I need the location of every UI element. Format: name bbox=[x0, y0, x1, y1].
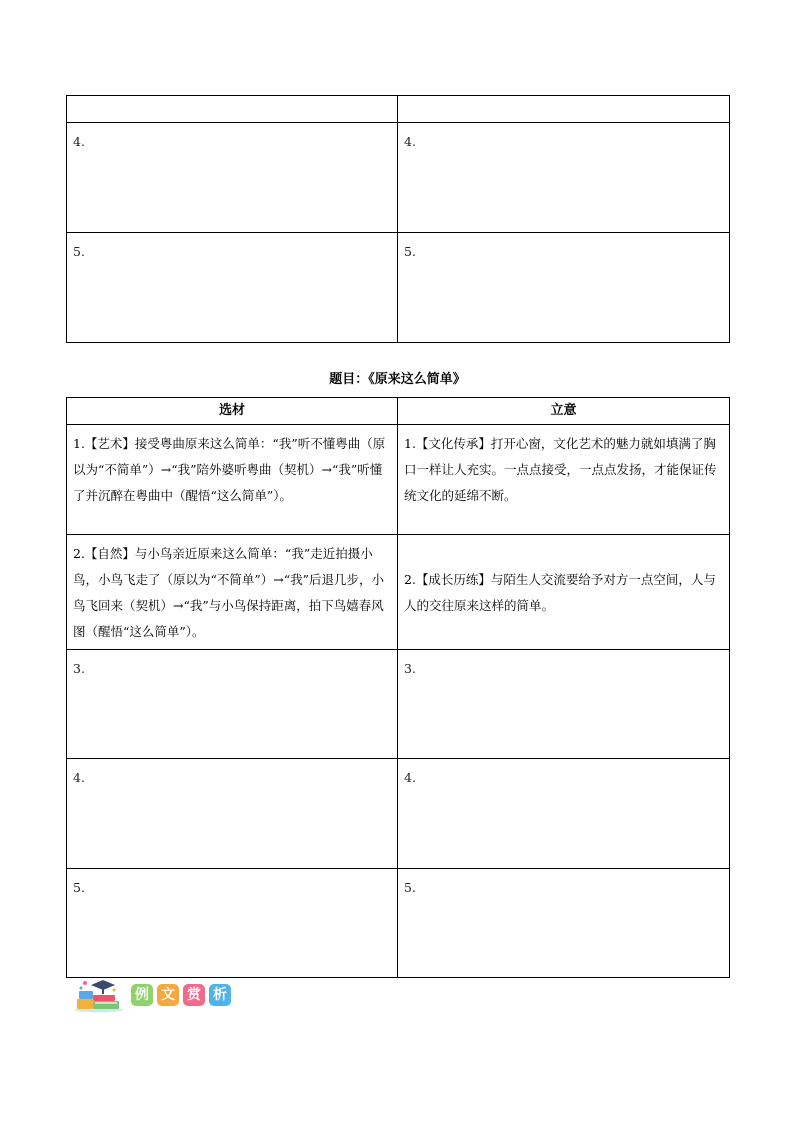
theme-cell: 4. bbox=[398, 123, 730, 233]
banner-badge: 文 bbox=[157, 984, 179, 1006]
theme-cell: 3. bbox=[398, 650, 730, 759]
header-cell-left bbox=[67, 96, 398, 123]
column-header-material: 选材 bbox=[67, 398, 398, 425]
theme-cell: 5. bbox=[398, 869, 730, 978]
column-header-theme: 立意 bbox=[398, 398, 730, 425]
material-cell: 5. bbox=[67, 233, 398, 343]
material-cell: 4. bbox=[67, 759, 398, 869]
material-cell: 3. bbox=[67, 650, 398, 759]
table-row bbox=[67, 759, 730, 869]
table-row bbox=[67, 425, 730, 535]
table-row bbox=[67, 535, 730, 650]
theme-cell: 4. bbox=[398, 759, 730, 869]
material-cell: 5. bbox=[67, 869, 398, 978]
books-graduation-cap-icon bbox=[73, 977, 125, 1013]
table-row bbox=[67, 869, 730, 978]
material-cell: 4. bbox=[67, 123, 398, 233]
topic-title: 题目：《原来这么简单》 bbox=[329, 372, 466, 387]
table-header-row bbox=[67, 96, 730, 123]
outline-table bbox=[66, 397, 730, 978]
banner-badge: 析 bbox=[209, 984, 231, 1006]
table-row bbox=[67, 650, 730, 759]
banner-badge: 赏 bbox=[183, 984, 205, 1006]
theme-cell: 1.【文化传承】打开心窗，文化艺术的魅力就如填满了胸口一样让人充实。一点点接受，一点点发扬，才能保证传统文化的延绵不断。 bbox=[398, 425, 730, 535]
table-header-row bbox=[67, 398, 730, 425]
table-row bbox=[67, 233, 730, 343]
material-cell: 1.【艺术】接受粤曲原来这么简单：“我”听不懂粤曲（原以为“不简单”）→“我”陪外婆听粤曲（契机）→“我”听懂了并沉醉在粤曲中（醒悟“这么简单”）。 bbox=[67, 425, 398, 535]
theme-cell: 5. bbox=[398, 233, 730, 343]
material-cell: 2.【自然】与小鸟亲近原来这么简单：“我”走近拍摄小鸟，小鸟飞走了（原以为“不简单”）→“我”后退几步，小鸟飞回来（契机）→“我”与小鸟保持距离，拍下鸟嬉春风图（醒悟“这么简单”）。 bbox=[67, 535, 398, 650]
section-title-badges bbox=[131, 984, 231, 1006]
table-row bbox=[67, 123, 730, 233]
continued-outline-table bbox=[66, 95, 730, 343]
section-banner bbox=[73, 977, 231, 1013]
theme-cell: 2.【成长历练】与陌生人交流要给予对方一点空间，人与人的交往原来这样的简单。 bbox=[398, 535, 730, 650]
banner-badge: 例 bbox=[131, 984, 153, 1006]
header-cell-right bbox=[398, 96, 730, 123]
